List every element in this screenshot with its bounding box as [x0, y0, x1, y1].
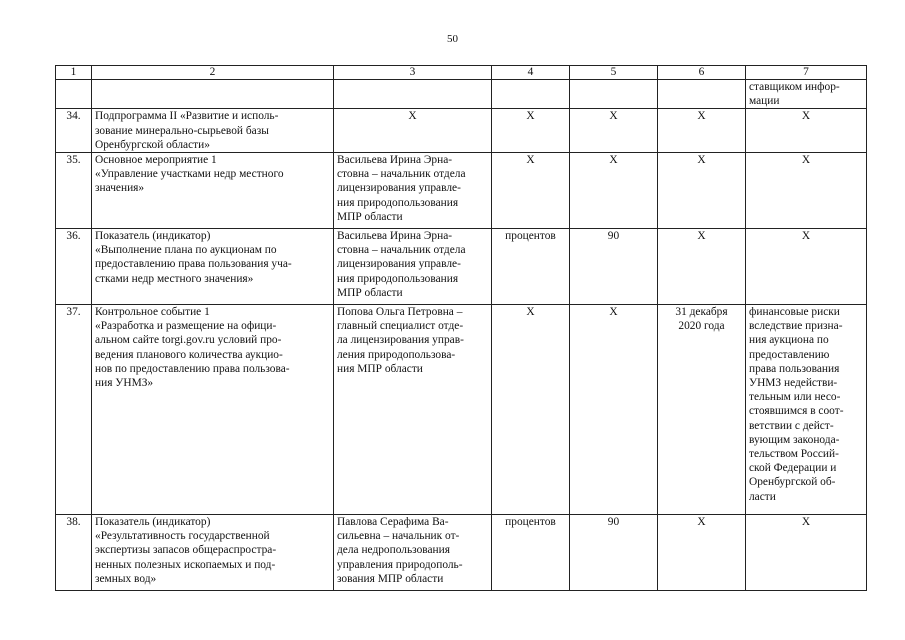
column-header: 1: [56, 66, 92, 80]
value-cell: [570, 229, 658, 305]
name-cell: [92, 153, 334, 229]
row-number: 34.: [66, 110, 81, 123]
item-name: Основное мероприятие 1 «Управление участками недр местного значения»: [95, 154, 284, 195]
responsible-person: Васильева Ирина Эрна- стовна – начальник отдела лицензирования управле- ния природопользования МПР области: [337, 154, 466, 223]
table-row: [56, 515, 867, 591]
value: Х: [609, 306, 618, 319]
unit: процентов: [505, 230, 556, 243]
row-number-cell: [56, 153, 92, 229]
risks-cell: [746, 229, 867, 305]
responsible-person: Попова Ольга Петровна – главный специалист отде- ла лицензирования управ- ления природопользова- ния МПР области: [337, 306, 464, 375]
responsible-person: Павлова Серафима Ва- сильевна – начальник от- дела недропользования управления природополь- зования МПР области: [337, 516, 463, 585]
unit: Х: [526, 154, 535, 167]
deadline: Х: [697, 516, 706, 529]
item-name: Контрольное событие 1 «Разработка и размещение на офици- альном сайте torgi.gov.ru условий про- ведения планового количества аукцио- нов по предоставлению права пользова- ния УНМЗ»: [95, 306, 290, 390]
row-number-cell: [56, 305, 92, 515]
unit: процентов: [505, 516, 556, 529]
risks: Х: [801, 110, 811, 123]
risks-cell: [746, 305, 867, 515]
responsible-cell: [334, 305, 492, 515]
deadline: 31 декабря 2020 года: [675, 306, 728, 333]
page-number: 50: [447, 33, 458, 45]
risks: Х: [801, 516, 811, 529]
table-row: [56, 229, 867, 305]
value: 90: [607, 230, 620, 243]
risks: финансовые риски вследствие призна- ния аукциона по предоставлению права пользования УНМЗ недействи- тельным или несо- стоявшимся в соот- ветствии с дейст- вующим законода- тельством Россий- ской Федерации и Оренбургской об- ласти: [749, 306, 844, 503]
risks-cell: [746, 515, 867, 591]
row-number-cell: [56, 80, 92, 109]
row-number: 37.: [66, 306, 81, 319]
name-cell: [92, 80, 334, 109]
deadline-cell: [658, 80, 746, 109]
deadline: Х: [697, 110, 706, 123]
risks-cell: [746, 80, 867, 109]
risks-cell: [746, 153, 867, 229]
column-header: 5: [570, 66, 658, 80]
row-number: 35.: [66, 154, 81, 167]
row-number-cell: [56, 109, 92, 153]
value-cell: [570, 80, 658, 109]
column-header: 4: [492, 66, 570, 80]
deadline-cell: [658, 305, 746, 515]
name-cell: [92, 305, 334, 515]
deadline: Х: [697, 230, 706, 243]
responsible-cell: [334, 80, 492, 109]
unit-cell: [492, 153, 570, 229]
row-number: 38.: [66, 516, 81, 529]
item-name: Показатель (индикатор) «Выполнение плана по аукционам по предоставлению права пользования уча- стками недр местного значения»: [95, 230, 292, 285]
unit: Х: [526, 306, 535, 319]
column-header: 2: [92, 66, 334, 80]
table-row: [56, 305, 867, 515]
plan-table: [55, 65, 867, 591]
name-cell: [92, 229, 334, 305]
unit-cell: [492, 109, 570, 153]
deadline-cell: [658, 109, 746, 153]
column-header: 7: [746, 66, 867, 80]
deadline-cell: [658, 229, 746, 305]
risks-cell: [746, 109, 867, 153]
unit-cell: [492, 80, 570, 109]
name-cell: [92, 515, 334, 591]
value: 90: [607, 516, 620, 529]
value-cell: [570, 515, 658, 591]
value-cell: [570, 305, 658, 515]
unit-cell: [492, 229, 570, 305]
value: Х: [609, 110, 618, 123]
deadline: Х: [697, 154, 706, 167]
unit: Х: [526, 110, 535, 123]
responsible-person: Х: [408, 110, 417, 123]
item-name: Показатель (индикатор) «Результативность государственной экспертизы запасов общераспростра- ненных полезных ископаемых и под- земных вод»: [95, 516, 277, 585]
risks: ставщиком инфор- мации: [749, 81, 840, 108]
column-header: 6: [658, 66, 746, 80]
name-cell: [92, 109, 334, 153]
value: Х: [609, 154, 618, 167]
table-row: [56, 109, 867, 153]
row-number: 36.: [66, 230, 81, 243]
responsible-cell: [334, 109, 492, 153]
unit-cell: [492, 305, 570, 515]
responsible-cell: [334, 153, 492, 229]
value-cell: [570, 153, 658, 229]
responsible-cell: [334, 229, 492, 305]
column-number-row: [56, 66, 867, 80]
row-number-cell: [56, 229, 92, 305]
responsible-cell: [334, 515, 492, 591]
risks: Х: [801, 154, 811, 167]
item-name: Подпрограмма II «Развитие и исполь- зование минерально-сырьевой базы Оренбургской области»: [95, 110, 279, 151]
row-number-cell: [56, 515, 92, 591]
responsible-person: Васильева Ирина Эрна- стовна – начальник отдела лицензирования управле- ния природопользования МПР области: [337, 230, 466, 299]
value-cell: [570, 109, 658, 153]
deadline-cell: [658, 515, 746, 591]
risks: Х: [801, 230, 811, 243]
deadline-cell: [658, 153, 746, 229]
table-row: [56, 153, 867, 229]
table-row: [56, 80, 867, 109]
unit-cell: [492, 515, 570, 591]
column-header: 3: [334, 66, 492, 80]
